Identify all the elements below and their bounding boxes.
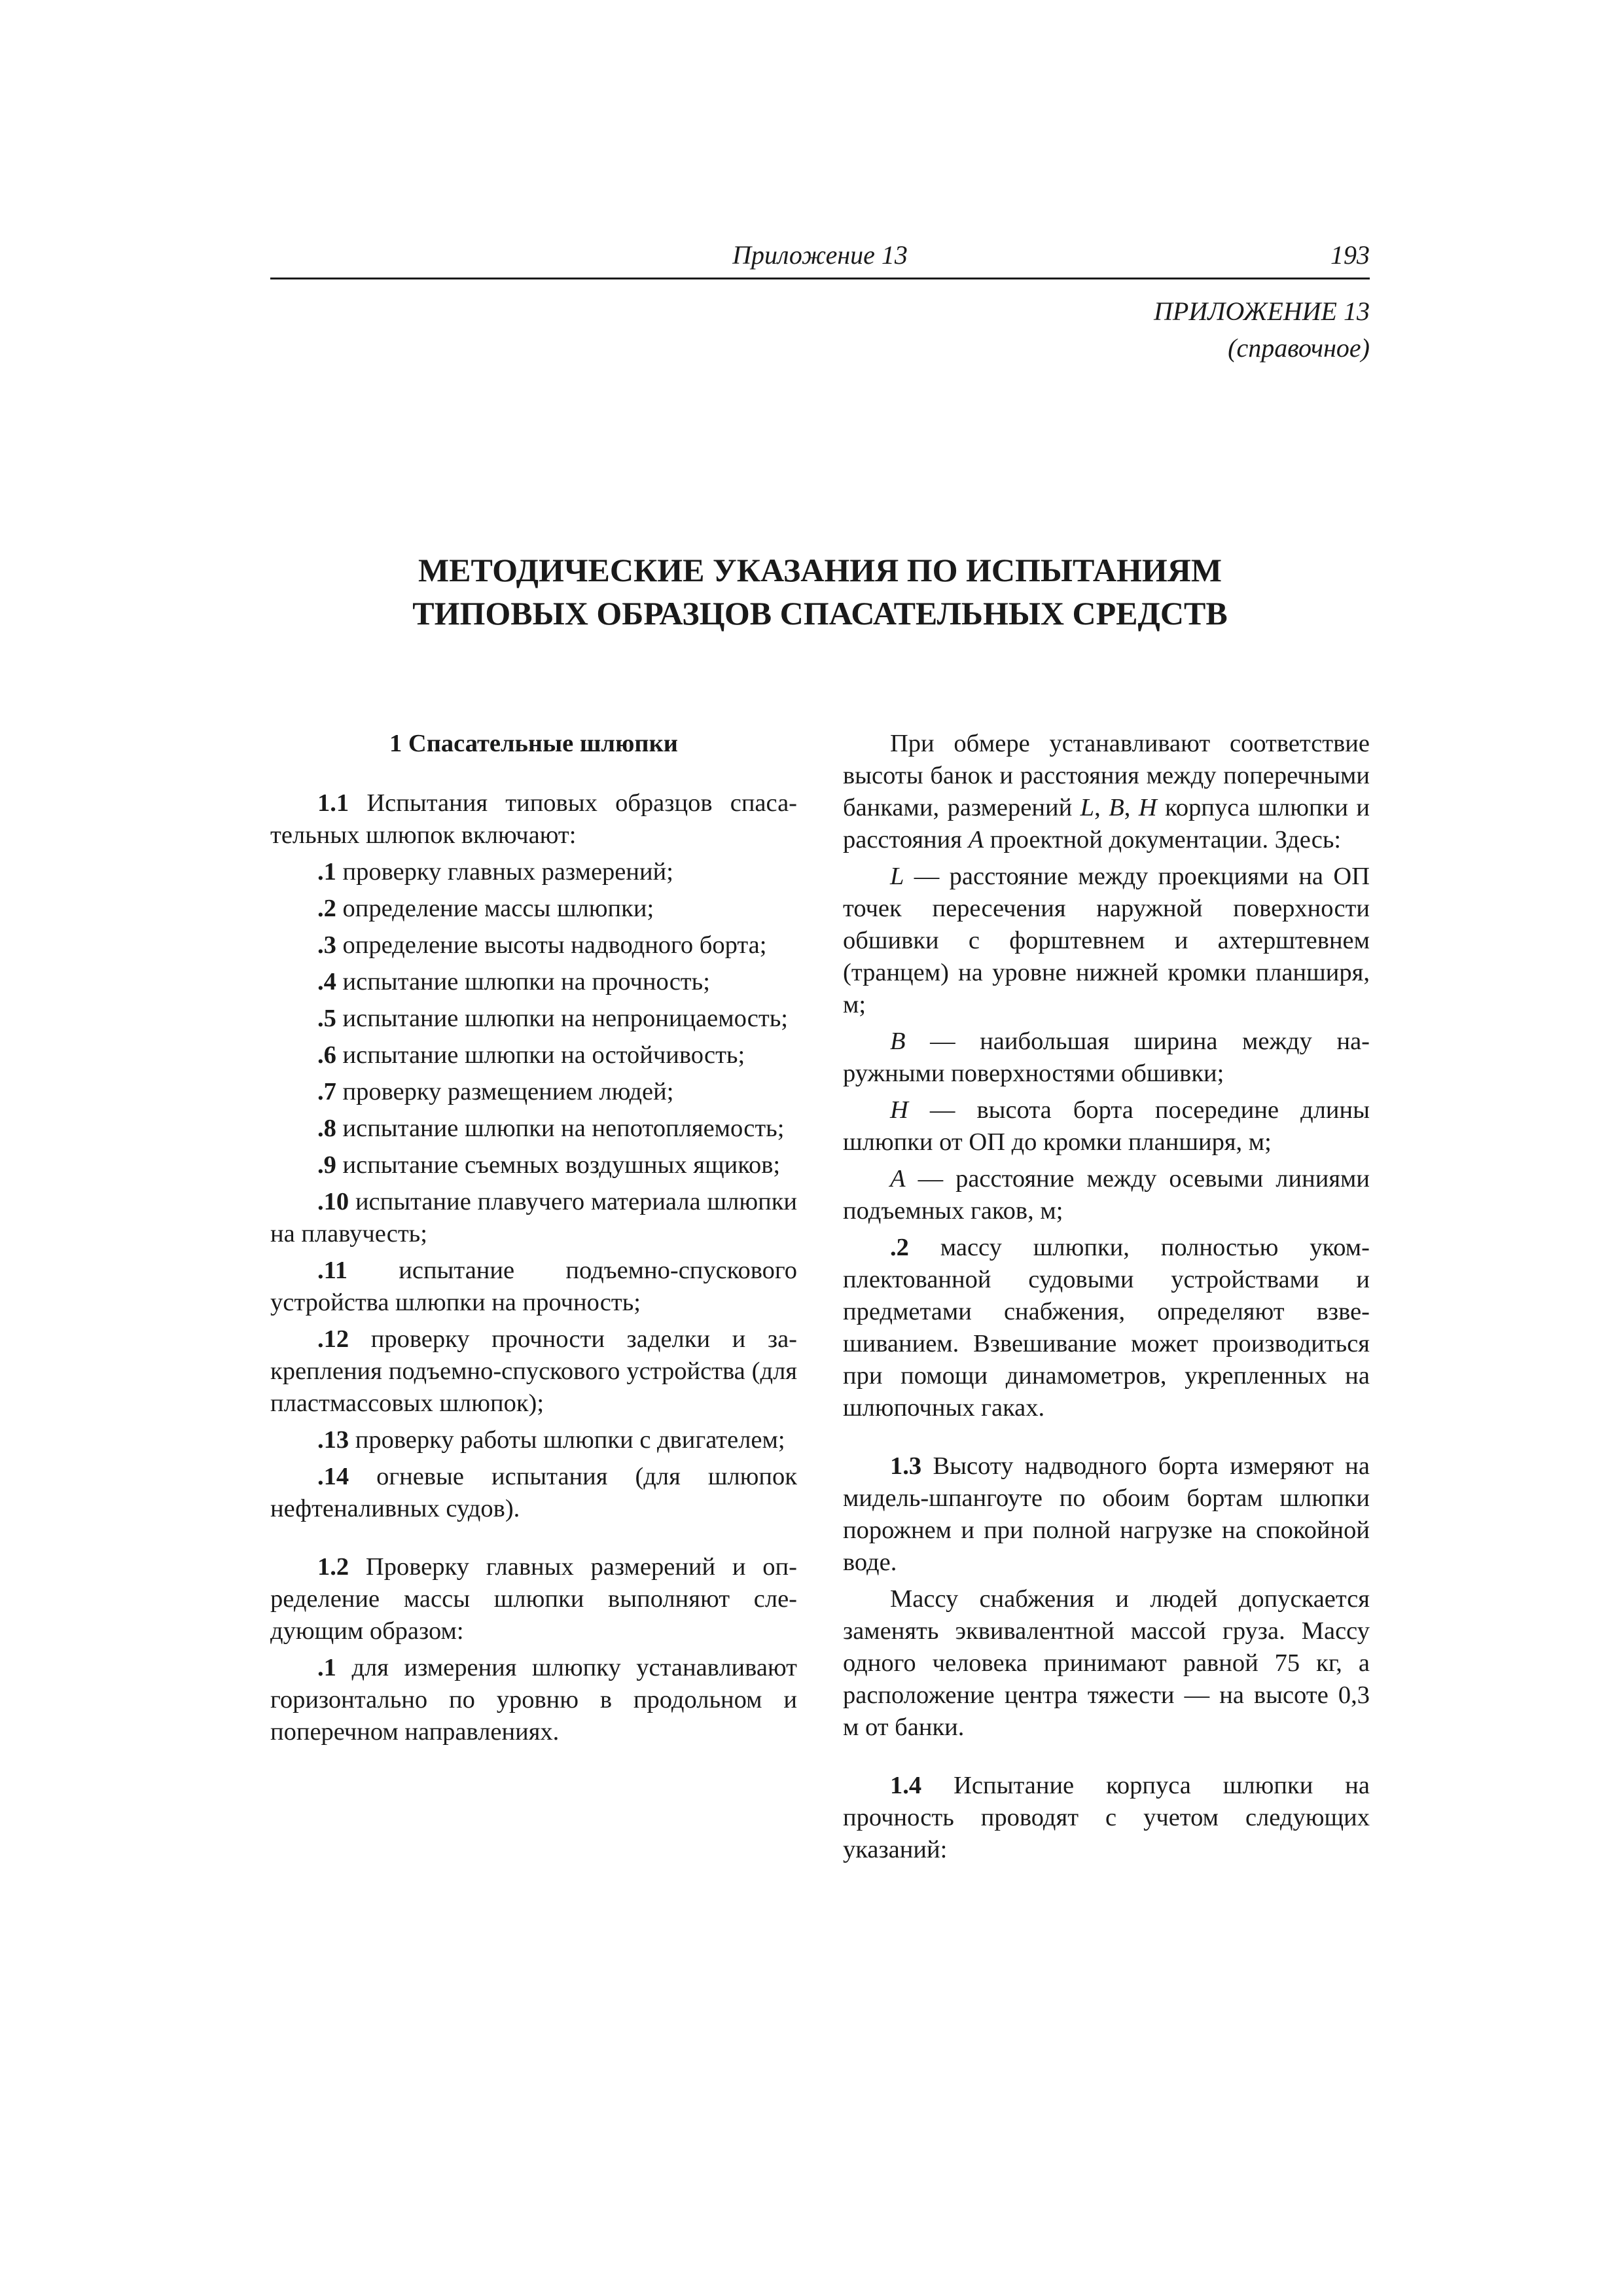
item-number: .12 (317, 1325, 349, 1353)
section-heading: 1 Спасательные шлюпки (389, 730, 678, 757)
clause-number: 1.3 (890, 1452, 922, 1480)
title-line-1: МЕТОДИЧЕСКИЕ УКАЗАНИЯ ПО ИСПЫТАНИЯМ (418, 552, 1222, 588)
header-section-title: Приложение 13 (732, 240, 908, 270)
clause-1-4 (843, 1770, 1370, 1866)
item-number: .2 (890, 1234, 909, 1261)
list-item (270, 1149, 797, 1181)
item-text: испытание шлюпки на остойчивость; (336, 1041, 745, 1069)
definition-text: — наибольшая ширина между наружными поверхностями обшивки; (843, 1028, 1370, 1087)
definition-B (843, 1026, 1370, 1090)
definition-H (843, 1094, 1370, 1158)
list-item (270, 929, 797, 961)
item-text: для измерения шлюпку устанавливают горизонтально по уровню в продольном и поперечном направлениях. (270, 1654, 797, 1746)
clause-number: 1.1 (317, 789, 349, 817)
item-number: .3 (317, 931, 336, 959)
definition-symbol: H (890, 1096, 908, 1124)
item-number: .1 (317, 1654, 336, 1681)
item-text: испытание съемных воздушных ящиков; (336, 1151, 781, 1179)
clause-1-2-1 (270, 1652, 797, 1748)
clause-1-3 (843, 1450, 1370, 1579)
item-number: .4 (317, 968, 336, 996)
item-text: проверку прочности заделки и закрепления подъемно-спускового устройства (для пластмассовых шлюпок); (270, 1325, 797, 1417)
item-text: проверку главных размерений; (336, 858, 673, 886)
item-text: огневые испытания (для шлюпок нефтеналивных судов). (270, 1463, 797, 1522)
definition-symbol: L (890, 863, 904, 890)
clause-text: Испытание корпуса шлюпки на прочность проводят с учетом следующих указаний: (843, 1772, 1370, 1863)
list-item (270, 1461, 797, 1525)
item-number: .6 (317, 1041, 336, 1069)
definition-symbol: B (890, 1028, 906, 1055)
list-item (270, 1255, 797, 1319)
appendix-label (1154, 293, 1370, 367)
clause-1-2 (270, 1551, 797, 1647)
symbol-A: A (968, 826, 984, 853)
item-number: .7 (317, 1078, 336, 1105)
running-header (270, 237, 1370, 279)
item-text: испытание плавучего материала шлюпки на плавучесть; (270, 1188, 797, 1247)
item-text: проверку размещением людей; (336, 1078, 674, 1105)
list-item (270, 1424, 797, 1456)
item-text: испытание подъемно-спускового устройства шлюпки на прочность; (270, 1257, 797, 1316)
clause-text: Испытания типовых образцов спасательных шлюпок включают: (270, 789, 797, 849)
title-line-2: ТИПОВЫХ ОБРАЗЦОВ СПАСАТЕЛЬНЫХ СРЕДСТВ (412, 595, 1228, 632)
list-item (270, 893, 797, 925)
text-run: При обмере устанавливают соответствие высоты банок и расстояния между поперечными банками, размерений (843, 730, 1370, 821)
page-number: 193 (1330, 240, 1370, 270)
item-number: .1 (317, 858, 336, 886)
list-item (270, 1186, 797, 1250)
clause-number: 1.4 (890, 1772, 922, 1799)
item-text: испытание шлюпки на непотопляемость; (336, 1115, 785, 1142)
list-item (270, 1113, 797, 1145)
item-text: массу шлюпки, полностью укомплектованной судовыми устройствами и предметами снабжения, определяют взвешиванием. Взвешивание может производиться при помощи динамометров, укрепленных на шлюпочных гаках. (843, 1234, 1370, 1422)
list-item (270, 1076, 797, 1108)
item-number: .10 (317, 1188, 349, 1215)
definition-symbol: A (890, 1165, 906, 1193)
item-text: испытание шлюпки на прочность; (336, 968, 710, 996)
clause-1-3-continued: Массу снабжения и людей допускается заменять эквивалентной массой груза. Массу одного человека принимают равной 75 кг, а расположение центра тяжести — на высоте 0,3 м от банки. (843, 1585, 1370, 1741)
appendix-note: (справочное) (1228, 333, 1370, 363)
item-text: проверку работы шлюпки с двигателем; (349, 1426, 785, 1454)
symbol-B: B (1109, 794, 1124, 821)
clause-text: Высоту надводного борта измеряют на мидель-шпангоуте по обоим бортам шлюпки порожнем и при полной нагрузке на спокойной воде. (843, 1452, 1370, 1576)
definition-text: — расстояние между проекциями на ОП точек пересечения наружной поверхности обшивки с форштевнем и ахтерштевнем (транцем) на уровне нижней кромки планширя, м; (843, 863, 1370, 1018)
list-item (270, 1003, 797, 1035)
item-number: .11 (317, 1257, 348, 1284)
item-text: испытание шлюпки на непроницаемость; (336, 1005, 788, 1032)
item-number: .8 (317, 1115, 336, 1142)
definition-A (843, 1163, 1370, 1227)
item-number: .14 (317, 1463, 349, 1490)
symbol-L: L (1080, 794, 1095, 821)
item-number: .13 (317, 1426, 349, 1454)
definition-text: — расстояние между осевыми линиями подъемных гаков, м; (843, 1165, 1370, 1225)
right-column (843, 728, 1370, 1871)
item-number: .2 (317, 895, 336, 922)
measurement-paragraph (843, 728, 1370, 856)
clause-number: 1.2 (317, 1553, 349, 1581)
item-number: .5 (317, 1005, 336, 1032)
list-item (270, 966, 797, 998)
text-run: , (1094, 794, 1109, 821)
clause-text: Проверку главных размерений и определение массы шлюпки выполняют следующим образом: (270, 1553, 797, 1645)
list-item (270, 1323, 797, 1420)
definition-text: — высота борта посередине длины шлюпки от ОП до кромки планширя, м; (843, 1096, 1370, 1156)
list-item (270, 1039, 797, 1071)
document-title (270, 548, 1370, 635)
item-text: определение массы шлюпки; (336, 895, 654, 922)
list-item (270, 856, 797, 888)
item-text: определение высоты надводного борта; (336, 931, 767, 959)
text-run: проектной документации. Здесь: (984, 826, 1342, 853)
text-run: корпуса шлюпки и расстояния (843, 794, 1370, 853)
item-number: .9 (317, 1151, 336, 1179)
left-column (270, 728, 797, 1753)
clause-1-1 (270, 787, 797, 852)
appendix-title: ПРИЛОЖЕНИЕ 13 (1154, 296, 1370, 326)
text-run: , (1124, 794, 1139, 821)
symbol-H: H (1138, 794, 1157, 821)
clause-1-2-2 (843, 1232, 1370, 1424)
definition-L (843, 861, 1370, 1021)
